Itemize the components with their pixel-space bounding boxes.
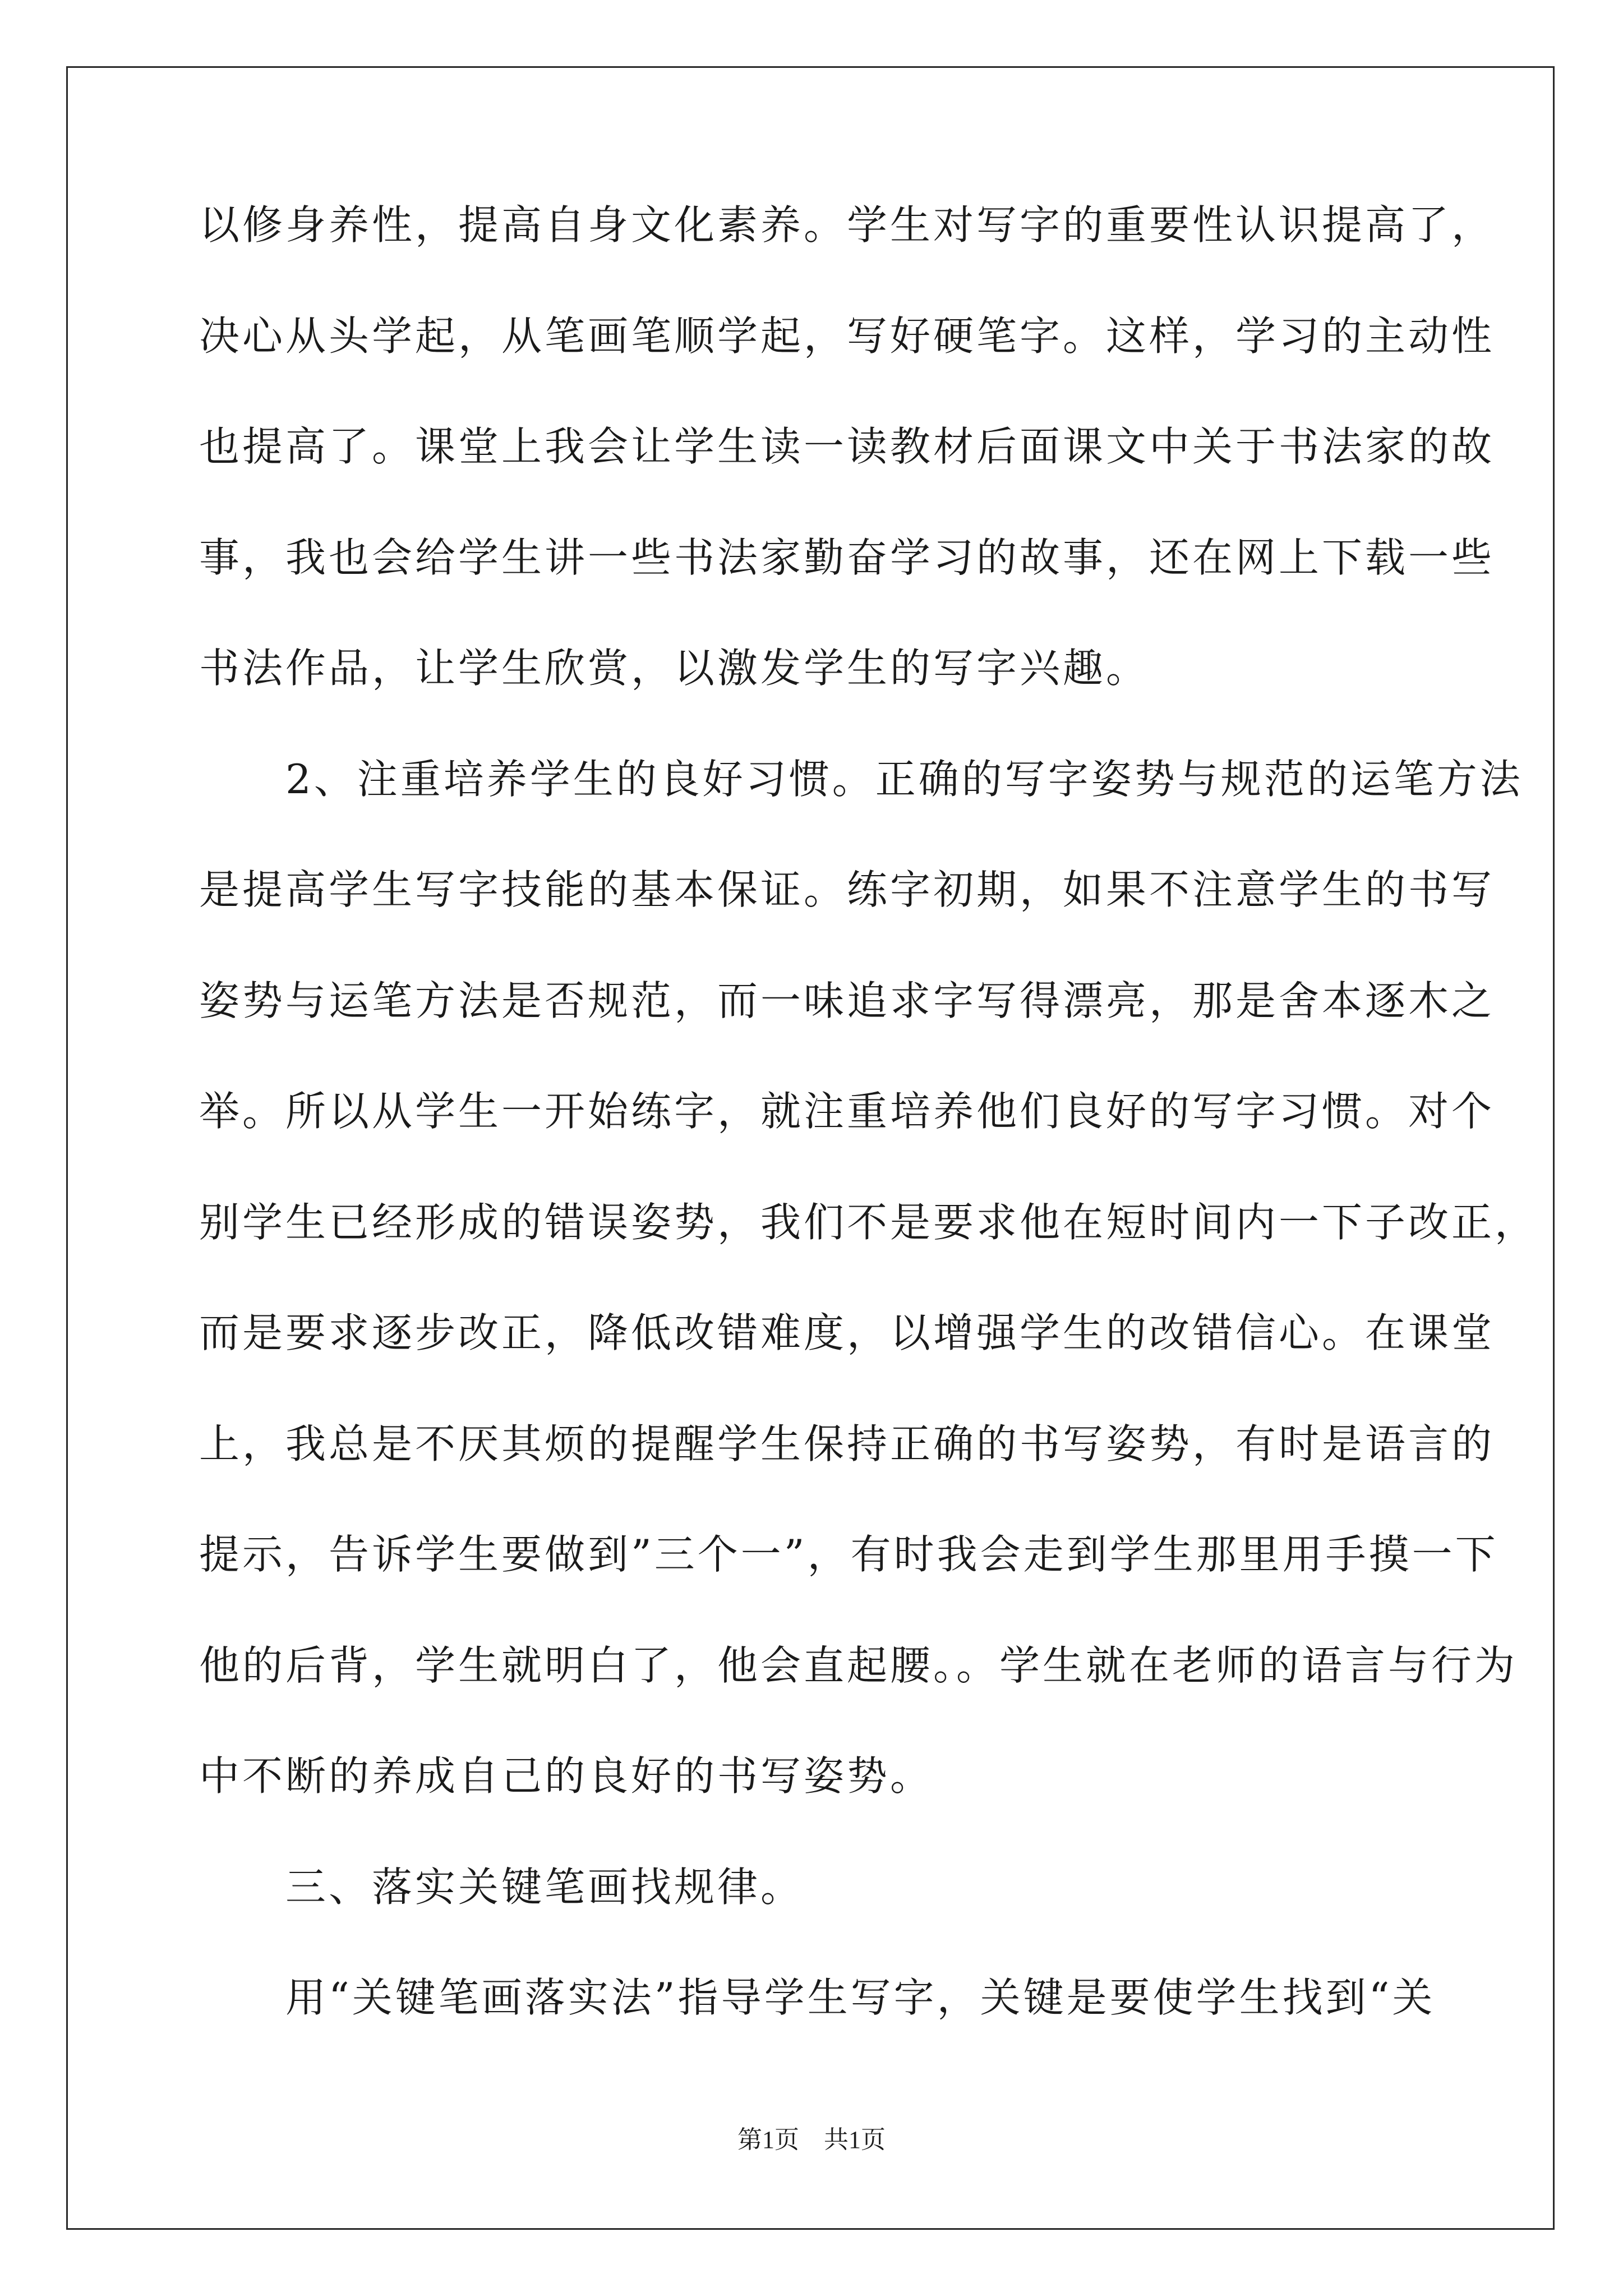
text-line: 三、落实关键笔画找规律。 xyxy=(199,1863,804,1911)
text-line: 书法作品，让学生欣赏，以激发学生的写字兴趣。 xyxy=(199,645,1150,692)
text-line: 上，我总是不厌其烦的提醒学生保持正确的书写姿势，有时是语言的 xyxy=(199,1420,1495,1467)
text-line: 而是要求逐步改正，降低改错难度，以增强学生的改错信心。在课堂 xyxy=(199,1309,1495,1356)
text-line: 用“关键笔画落实法”指导学生写字，关键是要使学生找到“关 xyxy=(199,1974,1436,2021)
text-line: 以修身养性，提高自身文化素养。学生对写字的重要性认识提高了， xyxy=(199,201,1495,249)
text-line: 是提高学生写字技能的基本保证。练字初期，如果不注意学生的书写 xyxy=(199,866,1495,913)
text-line: 举。所以从学生一开始练字，就注重培养他们良好的写字习惯。对个 xyxy=(199,1088,1495,1135)
text-line: 他的后背，学生就明白了，他会直起腰。。学生就在老师的语言与行为 xyxy=(199,1641,1518,1689)
text-line: 也提高了。课堂上我会让学生读一读教材后面课文中关于书法家的故 xyxy=(199,423,1495,470)
text-line: 决心从头学起，从笔画笔顺学起，写好硬笔字。这样，学习的主动性 xyxy=(199,312,1495,360)
text-line: 中不断的养成自己的良好的书写姿势。 xyxy=(199,1752,934,1800)
text-line: 2、注重培养学生的良好习惯。正确的写字姿势与规范的运笔方法 xyxy=(199,755,1523,803)
document-body xyxy=(199,201,1538,2088)
text-line: 提示，告诉学生要做到”三个一”，有时我会走到学生那里用手摸一下 xyxy=(199,1531,1498,1578)
text-line: 别学生已经形成的错误姿势，我们不是要求他在短时间内一下子改正， xyxy=(199,1198,1538,1246)
text-line: 姿势与运笔方法是否规范，而一味追求字写得漂亮，那是舍本逐木之 xyxy=(199,977,1495,1024)
text-line: 事，我也会给学生讲一些书法家勤奋学习的故事，还在网上下载一些 xyxy=(199,533,1495,581)
page-number-footer: 第1页 共1页 xyxy=(737,2126,886,2154)
